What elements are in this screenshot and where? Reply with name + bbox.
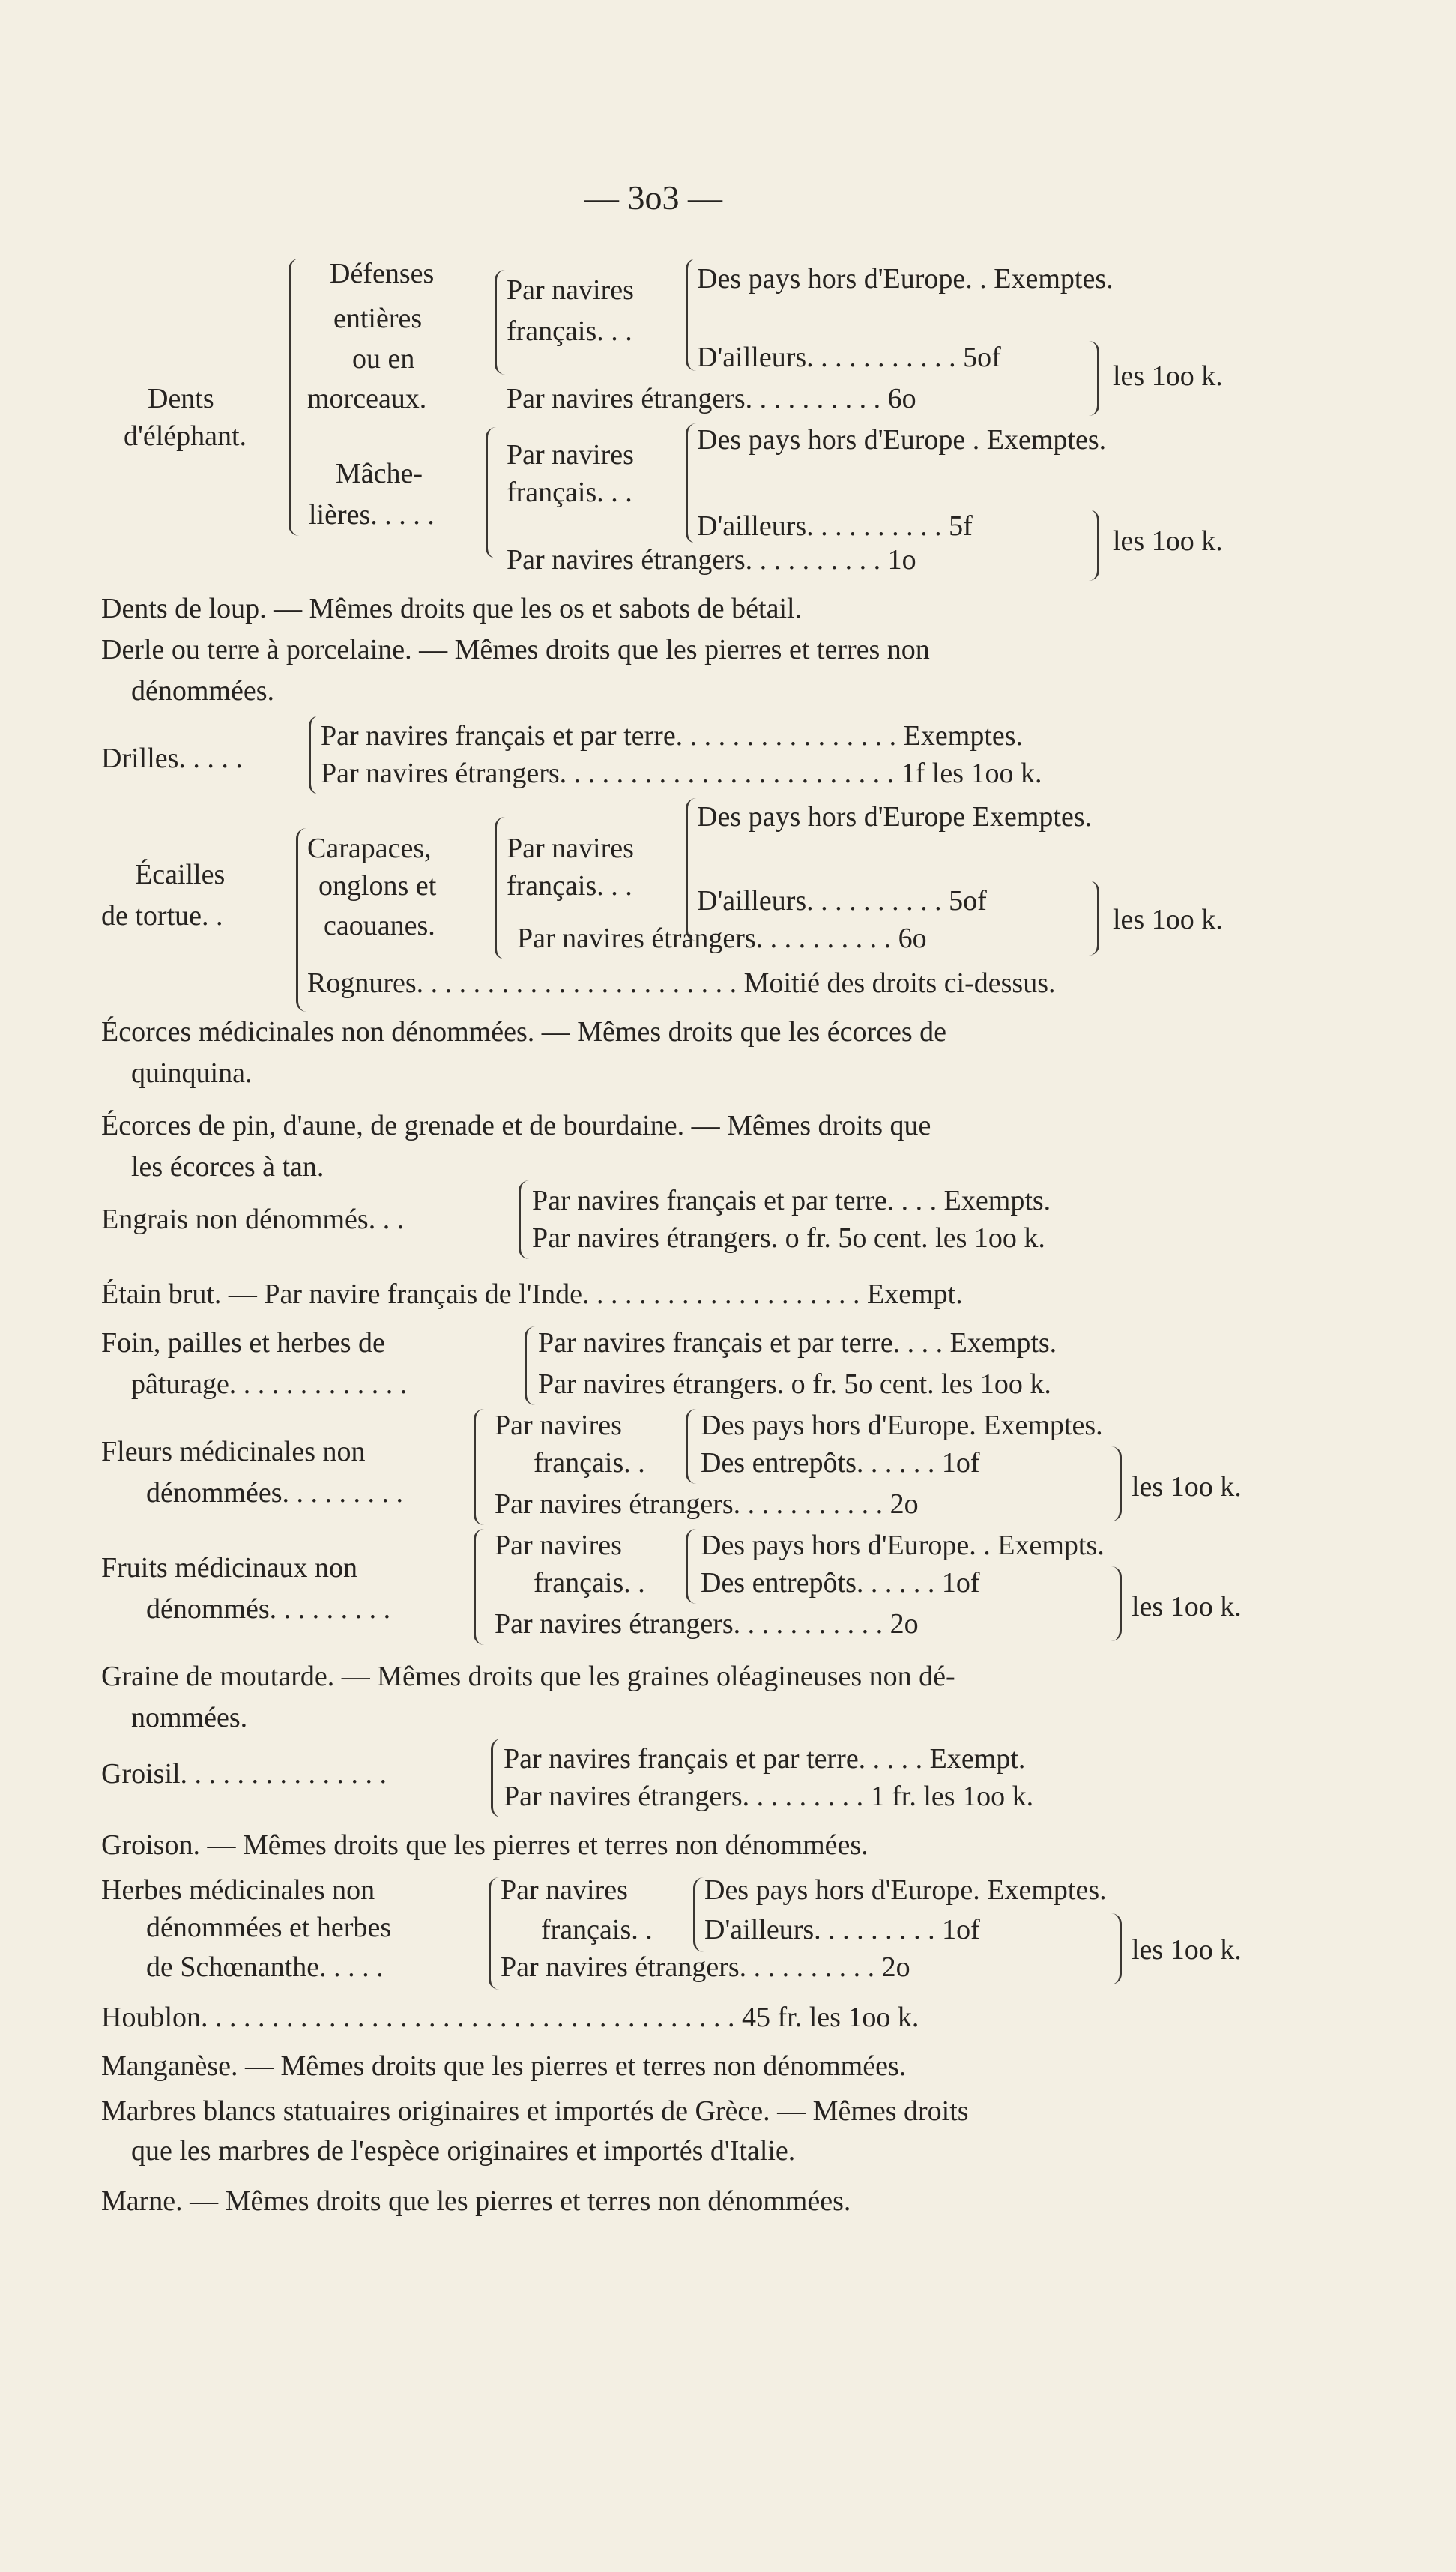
brace (474, 1409, 485, 1525)
label-paturage: pâturage. . . . . . . . . . . . . (131, 1368, 408, 1400)
brace (289, 259, 301, 536)
macheliere-line: lières. . . . . (309, 499, 435, 531)
brace (296, 828, 307, 1012)
francais: français. . . (507, 316, 632, 347)
brace (495, 817, 506, 959)
brace (489, 1877, 500, 1990)
drilles-line: Par navires français et par terre. . . . . . . . . . . . . . . . Exemptes. (321, 720, 1024, 752)
brace (1087, 881, 1099, 956)
ailleurs: D'ailleurs. . . . . . . . . 1of (704, 1914, 980, 1945)
etrangers: Par navires étrangers. . . . . . . . . . . 2o (495, 1488, 919, 1520)
engrais-line: Par navires étrangers. o fr. 5o cent. les 1oo k. (532, 1222, 1045, 1254)
hors-europe: Des pays hors d'Europe. . Exempts. (701, 1530, 1105, 1561)
brace (686, 1409, 697, 1484)
par-navires: Par navires (507, 274, 634, 306)
brace (686, 1529, 697, 1604)
engrais-line: Par navires français et par terre. . . . Exempts. (532, 1185, 1051, 1216)
macheliere-line: Mâche- (336, 458, 423, 489)
entry-marbres-cont: que les marbres de l'espèce originaires et importés d'Italie. (131, 2135, 796, 2167)
groisil-line: Par navires étrangers. . . . . . . . . 1 fr. les 1oo k. (504, 1781, 1034, 1812)
etrangers: Par navires étrangers. . . . . . . . . . 2o (501, 1951, 910, 1983)
brace (1109, 1913, 1122, 1984)
label-dents: Dents (148, 383, 214, 414)
etrangers: Par navires étrangers. . . . . . . . . . 1o (507, 544, 916, 576)
brace (474, 1529, 485, 1645)
brace (1087, 341, 1099, 416)
label-denommees: dénommées. . . . . . . . . (146, 1477, 404, 1509)
hors-europe: Des pays hors d'Europe. Exemptes. (704, 1874, 1107, 1906)
label-d-elephant: d'éléphant. (124, 420, 247, 452)
ailleurs: D'ailleurs. . . . . . . . . . 5f (697, 510, 973, 542)
par-navires: Par navires (507, 833, 634, 864)
brace (1087, 510, 1099, 581)
brace (686, 259, 697, 371)
label-fruits: Fruits médicinaux non (101, 1552, 357, 1584)
entry-graine-cont: nommées. (131, 1702, 248, 1733)
label-herbes2: dénommées et herbes (146, 1912, 392, 1943)
entry-ecorces-pin-cont: les écorces à tan. (131, 1151, 324, 1183)
entry-derle: Derle ou terre à porcelaine. — Mêmes droits que les pierres et terres non (101, 634, 930, 665)
francais: français. . . (507, 870, 632, 902)
brace (309, 716, 320, 794)
brace (519, 1180, 530, 1259)
brace (491, 1739, 502, 1817)
foin-line: Par navires français et par terre. . . . Exempts. (538, 1327, 1057, 1359)
entry-manganese: Manganèse. — Mêmes droits que les pierres et terres non dénommées. (101, 2050, 907, 2082)
defenses-line: Défenses (330, 258, 435, 289)
unit: les 1oo k. (1113, 904, 1223, 935)
entry-houblon: Houblon. . . . . . . . . . . . . . . . . . . . . . . . . . . . . . . . . . . . . . 45 fr. les 1oo k. (101, 2002, 919, 2033)
label-engrais: Engrais non dénommés. . . (101, 1204, 405, 1235)
par-navires: Par navires (501, 1874, 628, 1906)
label-groisil: Groisil. . . . . . . . . . . . . . . (101, 1758, 387, 1790)
entry-ecorces-med: Écorces médicinales non dénommées. — Mêmes droits que les écorces de (101, 1016, 947, 1048)
unit: les 1oo k. (1132, 1591, 1242, 1622)
ecailles-sub: onglons et (318, 870, 437, 902)
foin-line: Par navires étrangers. o fr. 5o cent. les 1oo k. (538, 1368, 1051, 1400)
label-herbes: Herbes médicinales non (101, 1874, 375, 1906)
ailleurs: D'ailleurs. . . . . . . . . . . 5of (697, 342, 1001, 373)
label-herbes3: de Schœnanthe. . . . . (146, 1951, 384, 1983)
drilles-line: Par navires étrangers. . . . . . . . . . . . . . . . . . . . . . . . 1f les 1oo k. (321, 758, 1042, 789)
entry-groison: Groison. — Mêmes droits que les pierres et terres non dénommées. (101, 1829, 869, 1861)
etrangers: Par navires étrangers. . . . . . . . . . . 2o (495, 1608, 919, 1640)
entrepots: Des entrepôts. . . . . . 1of (701, 1447, 980, 1479)
defenses-line: ou en (352, 343, 415, 375)
defenses-line: entières (333, 303, 423, 334)
brace (1109, 1566, 1122, 1641)
page-number: — 3o3 — (584, 178, 722, 217)
francais: français. . (534, 1447, 645, 1479)
hors-europe: Des pays hors d'Europe. Exemptes. (701, 1410, 1103, 1441)
entry-ecorces-pin: Écorces de pin, d'aune, de grenade et de bourdaine. — Mêmes droits que (101, 1110, 931, 1141)
label-ecailles: Écailles (135, 859, 226, 890)
entry-graine: Graine de moutarde. — Mêmes droits que les graines oléagineuses non dé- (101, 1661, 955, 1692)
unit: les 1oo k. (1132, 1471, 1242, 1503)
unit: les 1oo k. (1113, 360, 1223, 392)
brace (525, 1326, 536, 1405)
hors-europe: Des pays hors d'Europe. . Exemptes. (697, 263, 1114, 295)
label-denommes: dénommés. . . . . . . . . (146, 1593, 391, 1625)
par-navires: Par navires (495, 1530, 622, 1561)
entry-etain: Étain brut. — Par navire français de l'Inde. . . . . . . . . . . . . . . . . . . . Exempt. (101, 1279, 963, 1310)
brace (686, 423, 697, 543)
unit: les 1oo k. (1113, 525, 1223, 557)
entry-marne: Marne. — Mêmes droits que les pierres et terres non dénommées. (101, 2185, 851, 2217)
francais: français. . (534, 1567, 645, 1599)
entry-marbres: Marbres blancs statuaires originaires et importés de Grèce. — Mêmes droits (101, 2095, 969, 2127)
groisil-line: Par navires français et par terre. . . . . Exempt. (504, 1743, 1026, 1775)
brace (693, 1877, 704, 1952)
etrangers: Par navires étrangers. . . . . . . . . . 6o (517, 923, 927, 954)
hors-europe: Des pays hors d'Europe Exemptes. (697, 801, 1093, 833)
ecailles-sub: caouanes. (324, 910, 435, 941)
label-drilles: Drilles. . . . . (101, 743, 243, 774)
brace (495, 270, 506, 375)
ailleurs: D'ailleurs. . . . . . . . . . 5of (697, 885, 987, 917)
defenses-line: morceaux. (307, 383, 427, 414)
par-navires: Par navires (495, 1410, 622, 1441)
entry-derle-cont: dénommées. (131, 675, 275, 707)
rognures: Rognures. . . . . . . . . . . . . . . . . . . . . . . Moitié des droits ci-dessus. (307, 967, 1056, 999)
ecailles-sub: Carapaces, (307, 833, 432, 864)
par-navires: Par navires (507, 439, 634, 471)
entry-ecorces-med-cont: quinquina. (131, 1057, 253, 1089)
francais: français. . . (507, 477, 632, 508)
francais: français. . (541, 1914, 653, 1945)
brace (1109, 1446, 1122, 1521)
hors-europe: Des pays hors d'Europe . Exemptes. (697, 424, 1107, 456)
label-de-tortue: de tortue. . (101, 900, 223, 932)
brace (486, 427, 497, 558)
label-foin: Foin, pailles et herbes de (101, 1327, 385, 1359)
entry-dents-loup: Dents de loup. — Mêmes droits que les os et sabots de bétail. (101, 593, 803, 624)
entrepots: Des entrepôts. . . . . . 1of (701, 1567, 980, 1599)
brace (686, 798, 697, 941)
label-fleurs: Fleurs médicinales non (101, 1436, 366, 1467)
etrangers: Par navires étrangers. . . . . . . . . . 6o (507, 383, 916, 414)
unit: les 1oo k. (1132, 1934, 1242, 1966)
